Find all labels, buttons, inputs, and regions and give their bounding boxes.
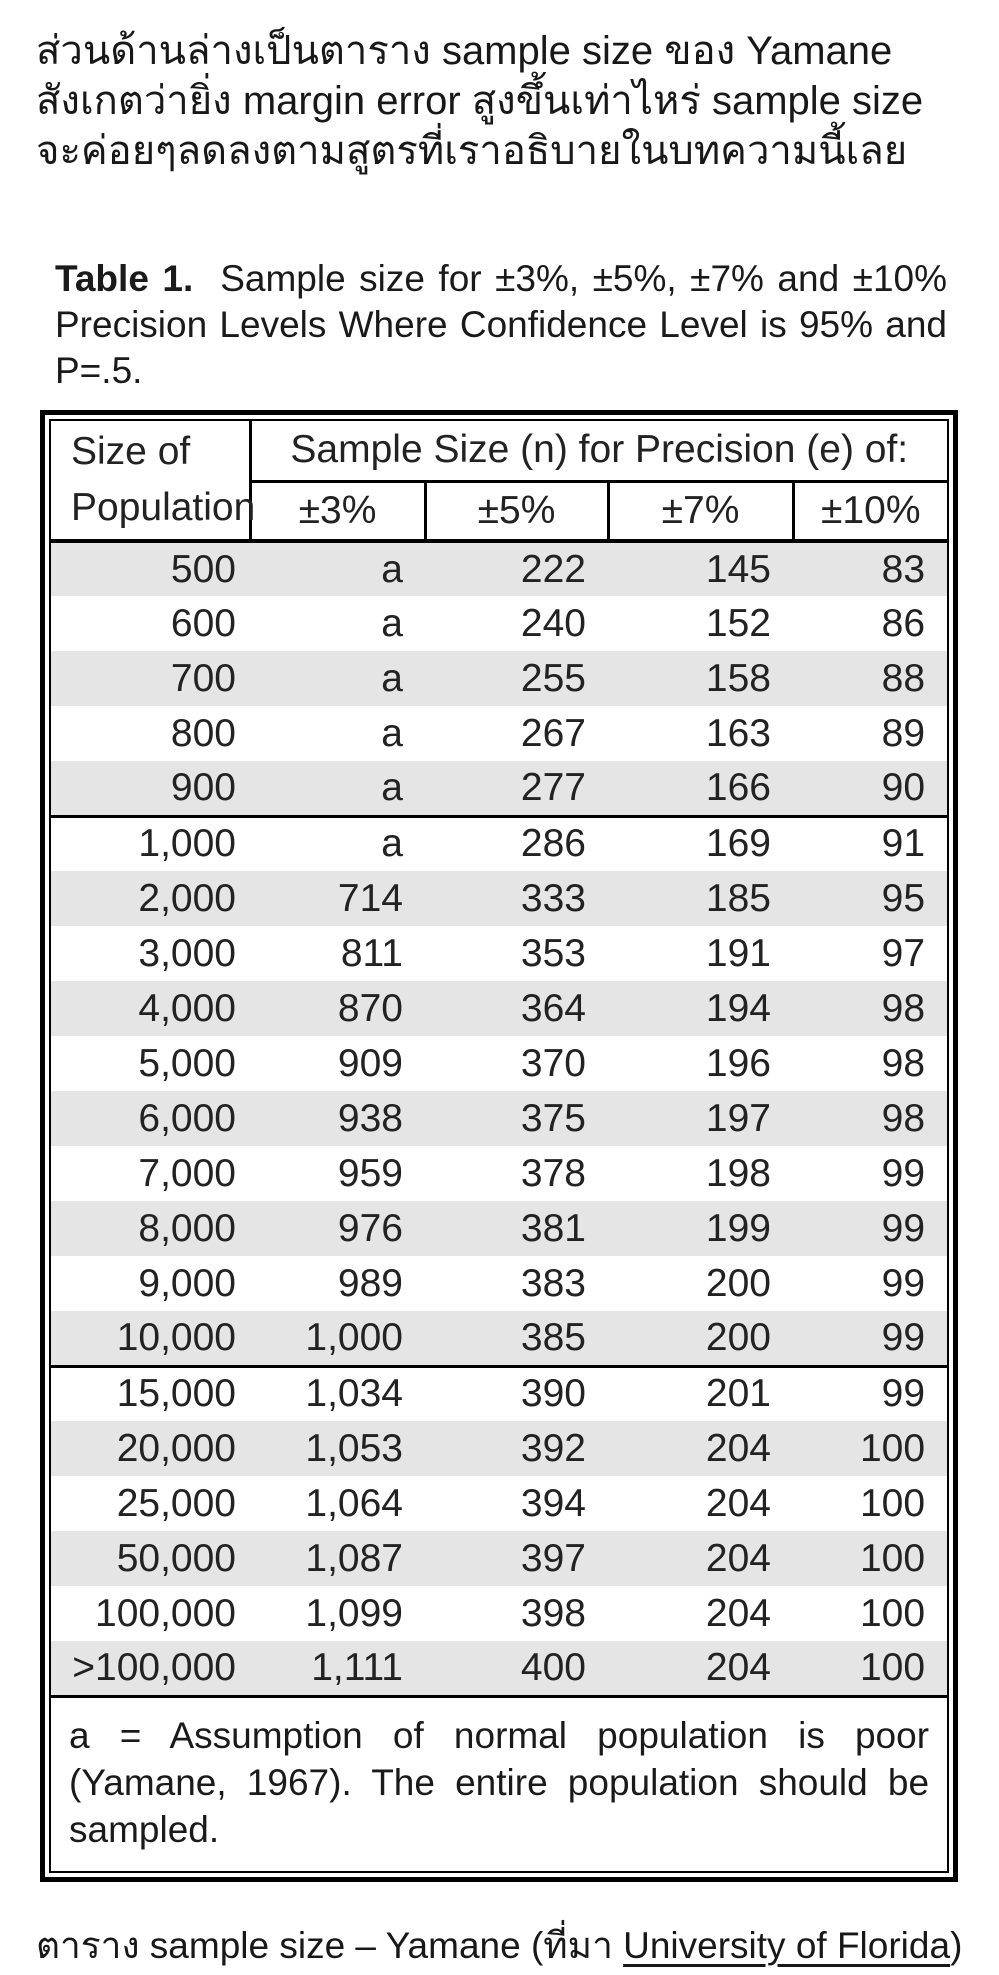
population-cell: 15,000 [51,1366,250,1421]
sample-size-cell: 197 [608,1091,793,1146]
sample-size-cell: 353 [520,931,586,975]
sample-size-cell: 385 [425,1311,608,1366]
population-cell: 20,000 [51,1421,250,1476]
sample-size-cell: 145 [608,541,793,596]
population-cell: 600 [170,601,236,645]
intro-line: สังเกตว่ายิ่ง margin error สูงขึ้นเท่าไหร่ sample size [36,79,924,123]
bottom-caption-suffix: ) [950,1924,963,1966]
sample-size-cell: 204 [608,1531,793,1586]
sample-size-cell: 163 [705,711,771,755]
sample-size-cell: 169 [608,816,793,871]
sample-size-cell: 100 [859,1481,926,1525]
sample-size-cell: 392 [425,1421,608,1476]
sample-size-cell: 398 [520,1591,586,1635]
table-row [51,1586,947,1641]
table-row [51,926,947,981]
table-row [51,1476,947,1531]
sample-size-table-frame [40,410,958,1882]
table-row [51,1531,947,1586]
sample-size-cell: 1,000 [250,1311,425,1366]
sample-size-cell: 811 [340,931,403,975]
sample-size-cell: 90 [793,761,947,816]
table-row [51,596,947,651]
sample-size-cell: 1,064 [305,1481,403,1525]
sample-size-cell: 91 [793,816,947,871]
sample-size-cell: 267 [520,711,586,755]
sample-size-cell: 1,111 [250,1641,425,1696]
sample-size-cell: 222 [425,541,608,596]
table-row [51,541,947,596]
table-header [51,421,947,541]
sample-size-cell: a [250,761,425,816]
sample-size-cell: 99 [881,1261,926,1305]
table-row [51,1366,947,1421]
sample-size-cell: 158 [608,651,793,706]
population-cell: 6,000 [51,1091,250,1146]
sample-size-cell: 909 [337,1041,403,1085]
sample-size-cell: 204 [608,1421,793,1476]
population-cell: 8,000 [51,1201,250,1256]
table-caption-text: Sample size for ±3%, ±5%, ±7% and ±10% Precision Levels Where Confidence Level is 95% and P=.5. [55,258,947,391]
sample-size-cell: 1,034 [250,1366,425,1421]
sample-size-cell: 204 [705,1481,771,1525]
sample-size-cell: 99 [881,1151,926,1195]
table-row [51,1311,947,1366]
table-caption-label: Table 1. [55,258,194,299]
table-row [51,761,947,816]
population-cell: 100,000 [95,1591,236,1635]
sample-size-cell: 1,099 [305,1591,403,1635]
sample-size-cell: 204 [705,1591,771,1635]
population-cell: 4,000 [51,981,250,1036]
sample-size-cell: 1,053 [250,1421,425,1476]
sample-size-cell: a [250,541,425,596]
bottom-caption [36,1916,999,1975]
sample-size-cell: 286 [425,816,608,871]
sample-size-cell: 240 [520,601,586,645]
sample-size-cell: 86 [881,601,926,645]
table-row [51,1256,947,1311]
sample-size-cell: 152 [705,601,771,645]
sample-size-cell: 99 [793,1311,947,1366]
population-cell: 3,000 [138,931,236,975]
table-row [51,651,947,706]
sample-size-cell: 333 [425,871,608,926]
table-row [51,1036,947,1091]
sample-size-cell: 98 [793,1091,947,1146]
population-cell: 5,000 [138,1041,236,1085]
table-footnote: a = Assumption of normal population is poor (Yamane, 1967). The entire population should be sampled. [51,1696,947,1871]
bottom-caption-prefix: ตาราง sample size – Yamane (ที่มา [36,1924,624,1966]
col-header-population-line1: Size of [71,430,191,473]
sample-size-cell: 98 [881,1041,926,1085]
table-footer [51,1696,947,1871]
table-caption [55,256,947,394]
sample-size-cell: 370 [520,1041,586,1085]
sample-size-table-inner-frame [49,419,949,1873]
sample-size-cell: 191 [705,931,771,975]
sample-size-cell: 364 [425,981,608,1036]
sample-size-cell: a [250,816,425,871]
col-header-population-line2: Population [71,486,256,529]
sample-size-cell: 390 [425,1366,608,1421]
sample-size-cell: 97 [881,931,926,975]
col-group-header: Sample Size (n) for Precision (e) of: [250,421,947,481]
sample-size-cell: 255 [425,651,608,706]
col-header-3pct: ±3% [250,481,425,541]
sample-size-cell: 381 [425,1201,608,1256]
sample-size-cell: 383 [520,1261,586,1305]
table-row [51,871,947,926]
population-cell: 50,000 [51,1531,250,1586]
table-row [51,1146,947,1201]
sample-size-cell: 99 [793,1366,947,1421]
sample-size-cell: a [250,651,425,706]
population-cell: 800 [170,711,236,755]
sample-size-cell: 201 [608,1366,793,1421]
sample-size-cell: 100 [793,1421,947,1476]
table-row [51,1091,947,1146]
table-row [51,816,947,871]
sample-size-cell: 194 [608,981,793,1036]
intro-line: จะค่อยๆลดลงตามสูตรที่เราอธิบายในบทความนี้เลย [36,129,908,173]
table-row [51,1201,947,1256]
sample-size-cell: 166 [608,761,793,816]
sample-size-cell: 88 [793,651,947,706]
sample-size-cell: 95 [793,871,947,926]
population-cell: 10,000 [51,1311,250,1366]
table-row [51,981,947,1036]
table-row [51,706,947,761]
sample-size-cell: 98 [793,981,947,1036]
table-row [51,1641,947,1696]
table-row [51,1421,947,1476]
sample-size-cell: 200 [705,1261,771,1305]
sample-size-cell: 394 [520,1481,586,1525]
sample-size-cell: 199 [608,1201,793,1256]
intro-paragraph [0,0,999,176]
sample-size-cell: 100 [793,1641,947,1696]
sample-size-cell: 204 [608,1641,793,1696]
sample-size-cell: a [381,711,403,755]
source-link[interactable]: University of Florida [623,1924,951,1966]
sample-size-cell: 200 [608,1311,793,1366]
sample-size-cell: 100 [793,1531,947,1586]
population-cell: 900 [51,761,250,816]
sample-size-cell: 277 [425,761,608,816]
population-cell: 2,000 [51,871,250,926]
population-cell: 9,000 [138,1261,236,1305]
sample-size-cell: 100 [859,1591,926,1635]
sample-size-cell: 397 [425,1531,608,1586]
col-header-7pct: ±7% [608,481,793,541]
population-cell: 700 [51,651,250,706]
population-cell: 25,000 [116,1481,236,1525]
sample-size-cell: 870 [250,981,425,1036]
sample-size-cell: 400 [425,1641,608,1696]
sample-size-cell: 99 [793,1201,947,1256]
population-cell: 7,000 [138,1151,236,1195]
sample-size-cell: 185 [608,871,793,926]
sample-size-cell: 1,087 [250,1531,425,1586]
population-cell: 1,000 [51,816,250,871]
sample-size-cell: 938 [250,1091,425,1146]
sample-size-cell: 83 [793,541,947,596]
sample-size-cell: 976 [250,1201,425,1256]
sample-size-cell: 378 [520,1151,586,1195]
table-body [51,541,947,1696]
sample-size-cell: 89 [881,711,926,755]
sample-size-cell: a [381,601,403,645]
sample-size-cell: 714 [250,871,425,926]
sample-size-cell: 375 [425,1091,608,1146]
population-cell: >100,000 [51,1641,250,1696]
col-header-10pct: ±10% [793,481,947,541]
sample-size-cell: 989 [337,1261,403,1305]
sample-size-cell: 198 [705,1151,771,1195]
sample-size-cell: 196 [705,1041,771,1085]
intro-line: ส่วนด้านล่างเป็นตาราง sample size ของ Yamane [36,29,893,73]
population-cell: 500 [51,541,250,596]
sample-size-table [51,421,947,1871]
col-header-population [51,421,256,541]
col-header-5pct: ±5% [425,481,608,541]
sample-size-cell: 959 [337,1151,403,1195]
